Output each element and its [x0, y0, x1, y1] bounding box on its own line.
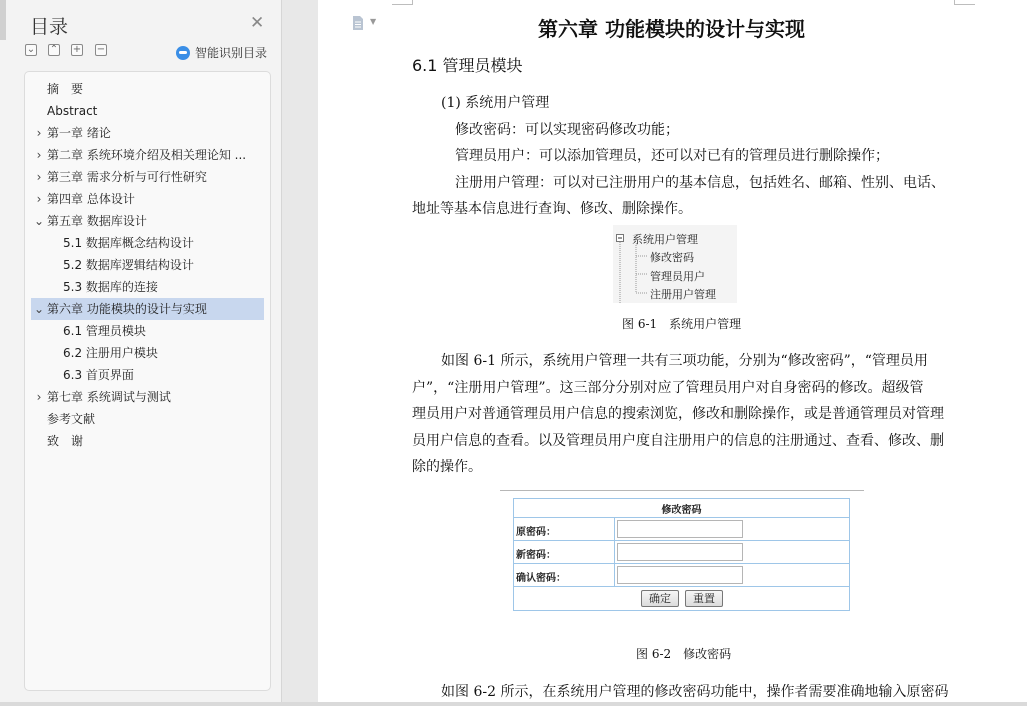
form-row [514, 540, 849, 564]
paragraph-line: 地址等基本信息进行查询、修改、删除操作。 [412, 201, 692, 217]
paragraph-line: 管理员用户：可以添加管理员，还可以对已有的管理员进行删除操作； [455, 148, 889, 164]
section-title: 6.1 管理员模块 [412, 56, 523, 75]
toc-item-6-3[interactable] [31, 364, 264, 386]
toc-item-label: 第七章 系统调试与测试 [47, 390, 171, 404]
toc-item-references[interactable] [31, 408, 264, 430]
smart-toc-button[interactable] [176, 44, 267, 61]
toc-item-label: 6.1 管理员模块 [63, 324, 146, 338]
toc-item-label: 摘 要 [47, 82, 84, 96]
collapse-all-icon[interactable]: ⌄ [26, 44, 36, 55]
toc-item-label: 6.3 首页界面 [63, 368, 134, 382]
toc-item-label: 5.2 数据库逻辑结构设计 [63, 258, 194, 272]
paragraph-line: 理员用户对普通管理员用户信息的搜索浏览，修改和删除操作，或是普通管理员对管理 [412, 406, 944, 422]
toc-item-chapter-6[interactable] [31, 298, 264, 320]
toc-item-label: 参考文献 [47, 412, 96, 426]
toc-item-label: 第一章 绪论 [47, 126, 111, 140]
panel-scroll-edge [0, 0, 6, 40]
toc-item-chapter-1[interactable] [31, 122, 264, 144]
figure-top-rule [500, 490, 864, 491]
toc-list [24, 71, 271, 691]
figure-change-password-form [500, 490, 864, 618]
chevron-right-icon[interactable]: › [36, 148, 42, 162]
tree-node-root: 系统用户管理 [632, 233, 698, 246]
caret-down-icon[interactable]: ▼ [370, 17, 377, 26]
figure-caption: 图 6-1 系统用户管理 [622, 317, 742, 331]
page-options-icon[interactable] [352, 16, 364, 30]
cell-divider [614, 518, 615, 541]
toc-item-chapter-3[interactable] [31, 166, 264, 188]
chevron-right-icon[interactable]: › [36, 170, 42, 184]
paragraph-line: 员用户信息的查看。以及管理员用户度自注册用户的信息的注册通过、查看、修改、删 [412, 433, 944, 449]
paragraph-line: 修改密码：可以实现密码修改功能； [455, 122, 679, 138]
paragraph-line: 如图 6-2 所示，在系统用户管理的修改密码功能中，操作者需要准确地输入原密码 [441, 684, 949, 700]
smart-toc-label: 智能识别目录 [195, 46, 268, 60]
remove-heading-icon[interactable]: − [96, 44, 106, 55]
chevron-down-icon[interactable]: ⌄ [33, 214, 45, 228]
chevron-right-icon[interactable]: › [36, 192, 42, 206]
toc-item-label: 致 谢 [47, 434, 84, 448]
toc-item-label: 5.3 数据库的连接 [63, 280, 158, 294]
chapter-title: 第六章 功能模块的设计与实现 [538, 17, 805, 41]
toc-item-label: 第二章 系统环境介绍及相关理论知 ... [47, 148, 247, 162]
paragraph-line: 如图 6-1 所示，系统用户管理一共有三项功能，分别为“修改密码”，“管理员用 [441, 353, 928, 369]
expand-up-icon[interactable]: ⌃ [49, 44, 59, 55]
chevron-down-icon[interactable]: ⌄ [33, 302, 45, 316]
form-label: 新密码： [516, 550, 556, 561]
sub-heading: (1) 系统用户管理 [441, 95, 550, 111]
toc-item-5-1[interactable] [31, 232, 264, 254]
figure-caption: 图 6-2 修改密码 [636, 647, 732, 661]
horizontal-scrollbar[interactable] [0, 702, 1027, 706]
toc-item-5-3[interactable] [31, 276, 264, 298]
toc-item-label: 第五章 数据库设计 [47, 214, 147, 228]
toc-item-6-1[interactable] [31, 320, 264, 342]
toc-item-chapter-2[interactable] [31, 144, 264, 166]
form-button-row [514, 586, 849, 611]
toc-item-label: 5.1 数据库概念结构设计 [63, 236, 194, 250]
change-password-table [513, 498, 850, 611]
toc-item-5-2[interactable] [31, 254, 264, 276]
old-password-input[interactable] [617, 520, 743, 538]
paragraph-line: 注册用户管理：可以对已注册用户的基本信息，包括姓名、邮箱、性别、电话、 [455, 175, 945, 191]
chevron-right-icon[interactable]: › [36, 126, 42, 140]
toc-item-acknowledgements[interactable] [31, 430, 264, 452]
cell-divider [614, 541, 615, 564]
tree-node: 修改密码 [650, 251, 694, 264]
form-label: 确认密码： [516, 573, 566, 584]
toc-item-chapter-5[interactable] [31, 210, 264, 232]
new-password-input[interactable] [617, 543, 743, 561]
tree-node: 注册用户管理 [650, 288, 716, 301]
close-icon[interactable]: ✕ [250, 13, 265, 33]
confirm-password-input[interactable] [617, 566, 743, 584]
reset-button[interactable]: 重置 [685, 590, 723, 607]
toc-item-chapter-7[interactable] [31, 386, 264, 408]
page-corner-mark [392, 0, 413, 5]
toc-title: 目录 [30, 16, 69, 38]
toc-item-label: 6.2 注册用户模块 [63, 346, 158, 360]
tree-node: 管理员用户 [650, 270, 705, 283]
chevron-right-icon[interactable]: › [36, 390, 42, 404]
form-label: 原密码： [516, 527, 556, 538]
confirm-button[interactable]: 确定 [641, 590, 679, 607]
add-heading-icon[interactable]: + [72, 44, 82, 55]
page-corner-mark [954, 0, 975, 5]
cell-divider [614, 564, 615, 587]
toc-item-label: 第六章 功能模块的设计与实现 [47, 302, 207, 316]
toc-item-label: Abstract [47, 104, 98, 118]
toc-item-abstract-cn[interactable] [31, 78, 264, 100]
toc-item-abstract-en[interactable] [31, 100, 264, 122]
form-row [514, 563, 849, 587]
form-row [514, 517, 849, 541]
smart-recognize-icon [176, 46, 190, 60]
toc-panel [0, 0, 282, 706]
toc-item-6-2[interactable] [31, 342, 264, 364]
toc-item-label: 第四章 总体设计 [47, 192, 135, 206]
toc-item-label: 第三章 需求分析与可行性研究 [47, 170, 207, 184]
figure-system-user-tree [613, 225, 737, 303]
form-title: 修改密码 [661, 505, 702, 516]
paragraph-line: 户”，“注册用户管理”。这三部分分别对应了管理员用户对自身密码的修改。超级管 [412, 380, 924, 396]
toc-item-chapter-4[interactable] [31, 188, 264, 210]
paragraph-line: 除的操作。 [412, 459, 482, 475]
